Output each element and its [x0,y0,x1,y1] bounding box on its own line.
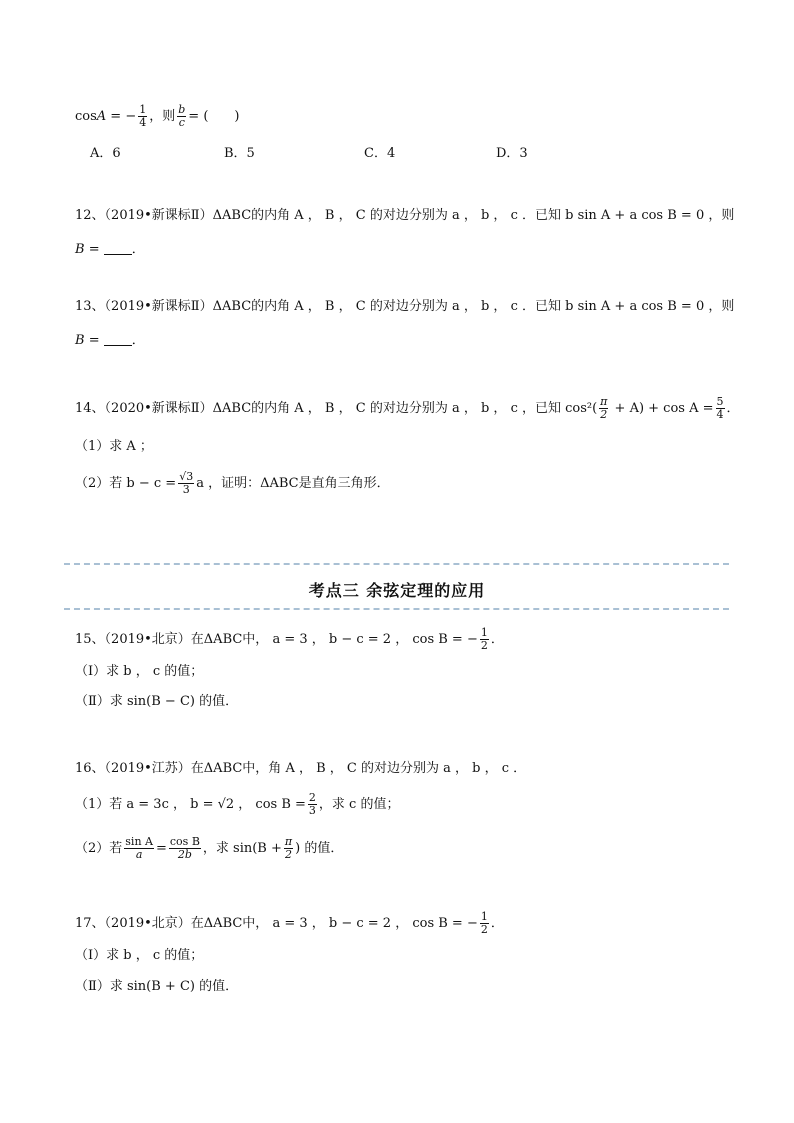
q11-cos: cos [75,109,97,124]
q16-line1: 16、（2019•江苏）在ΔABC中，角 A ， B ， C 的对边分别为 a ， b ， c ． [75,761,527,776]
q13-line2 [75,331,145,351]
section-divider-bottom [64,608,729,610]
q17-end: ． [490,916,504,931]
q11-ratio-num: b [178,103,186,116]
q16-p2-pi-over-2 [284,836,293,861]
q13-eq: = [84,333,104,348]
q16-p2-a: （2）若 [75,841,123,856]
q14-part2-den: 3 [182,483,190,496]
q11-eq: = − [106,109,137,124]
q11-ratio [177,104,186,129]
q12-answer-blank [104,242,132,255]
q16-p2-frac2 [169,836,201,861]
q11-tail [75,104,239,129]
q11-choice-d: D．3 [496,146,528,161]
q13-var: B [75,333,85,348]
q14-rhs-den: 4 [716,408,724,421]
q16-p2-d2: 2b [177,848,192,861]
q16-p2-n2: cos B [169,835,200,848]
q17-fraction [480,911,489,936]
section-divider-top [64,563,729,565]
q14-part2 [75,471,390,496]
q11-then: ，则 [149,109,176,124]
q14-pi-over-2 [599,396,608,421]
q15-end: ． [490,632,504,647]
q14-part2-a: （2）若 b − c = [75,476,177,491]
q11-fraction [138,104,147,129]
q12-end: ． [131,242,145,257]
q15-part2: （Ⅱ）求 sin(B − C) 的值． [75,694,239,709]
q17-part2: （Ⅱ）求 sin(B + C) 的值． [75,979,239,994]
q16-p2-d1: a [135,848,143,861]
q16-p1-a: （1）若 a = 3c ， b = √2 ， cos B = [75,797,306,812]
q15-num: 1 [480,626,488,639]
q16-p2-n1: sin A [125,835,153,848]
q14-part2-b: a ，证明：ΔABC是直角三角形． [196,476,390,491]
q16-p1-fraction [308,792,317,817]
q11-frac-den: 4 [139,116,147,129]
section-title: 考点三 余弦定理的应用 [308,581,486,600]
q17-num: 1 [480,910,488,923]
q15-fraction [480,627,489,652]
q16-p2-pi: π [284,835,293,848]
q14-rhs [716,396,725,421]
q17-line1 [75,911,504,936]
q11-choice-b: B．5 [224,146,255,161]
q12-line1: 12、（2019•新课标Ⅱ）ΔABC的内角 A ， B ， C 的对边分别为 a ， b ， c ．已知 b sin A + a cos B = 0 ，则 [75,208,735,223]
q13-end: ． [131,333,145,348]
q16-p2-c: ) 的值． [295,841,344,856]
q14-part2-num: √3 [179,470,194,483]
q13-line1: 13、（2019•新课标Ⅱ）ΔABC的内角 A ， B ， C 的对边分别为 a ， b ， c ．已知 b sin A + a cos B = 0 ，则 [75,299,735,314]
q17-den: 2 [480,923,488,936]
q12-eq: = [84,242,104,257]
q16-p1-b: ，求 c 的值； [318,797,400,812]
q13-answer-blank [104,333,132,346]
q11-ratio-den: c [178,116,185,129]
q11-choice-c: C．4 [364,146,396,161]
q14-mid: + A) + cos A = [610,401,714,416]
q12-var: B [75,242,85,257]
q12-line2 [75,240,145,260]
q14-line1 [75,396,740,421]
q17-text: 17、（2019•北京）在ΔABC中， a = 3 ， b − c = 2 ， cos B = − [75,916,478,931]
q15-text: 15、（2019•北京）在ΔABC中， a = 3 ， b − c = 2 ， cos B = − [75,632,478,647]
q14-pi: π [600,395,608,408]
q14-part1: （1）求 A ； [75,439,153,454]
q14-prefix: 14、（2020•新课标Ⅱ）ΔABC的内角 A ， B ， C 的对边分别为 a ， b ， c ，已知 cos²( [75,401,598,416]
q16-p2-eq: = [155,841,167,856]
q14-rhs-num: 5 [716,395,724,408]
q17-part1: （Ⅰ）求 b ， c 的值； [75,948,204,963]
q16-p2-frac1 [124,836,154,861]
q11-end: = ( ) [188,109,240,124]
q16-part2 [75,836,343,861]
q15-line1 [75,627,504,652]
q16-p2-b: ，求 sin(B + [202,841,282,856]
q11-var: A [96,109,107,124]
q15-part1: （Ⅰ）求 b ， c 的值； [75,664,204,679]
q16-p1-num: 2 [308,791,316,804]
q16-p2-two: 2 [285,848,292,861]
q14-sqrt3-over-3 [178,471,194,496]
q15-den: 2 [480,639,488,652]
q14-end: ． [726,401,740,416]
q11-choice-a: A．6 [90,146,121,161]
q11-frac-num: 1 [139,103,147,116]
q14-two: 2 [600,408,608,421]
q16-p1-den: 3 [308,804,316,817]
q16-part1 [75,792,399,817]
